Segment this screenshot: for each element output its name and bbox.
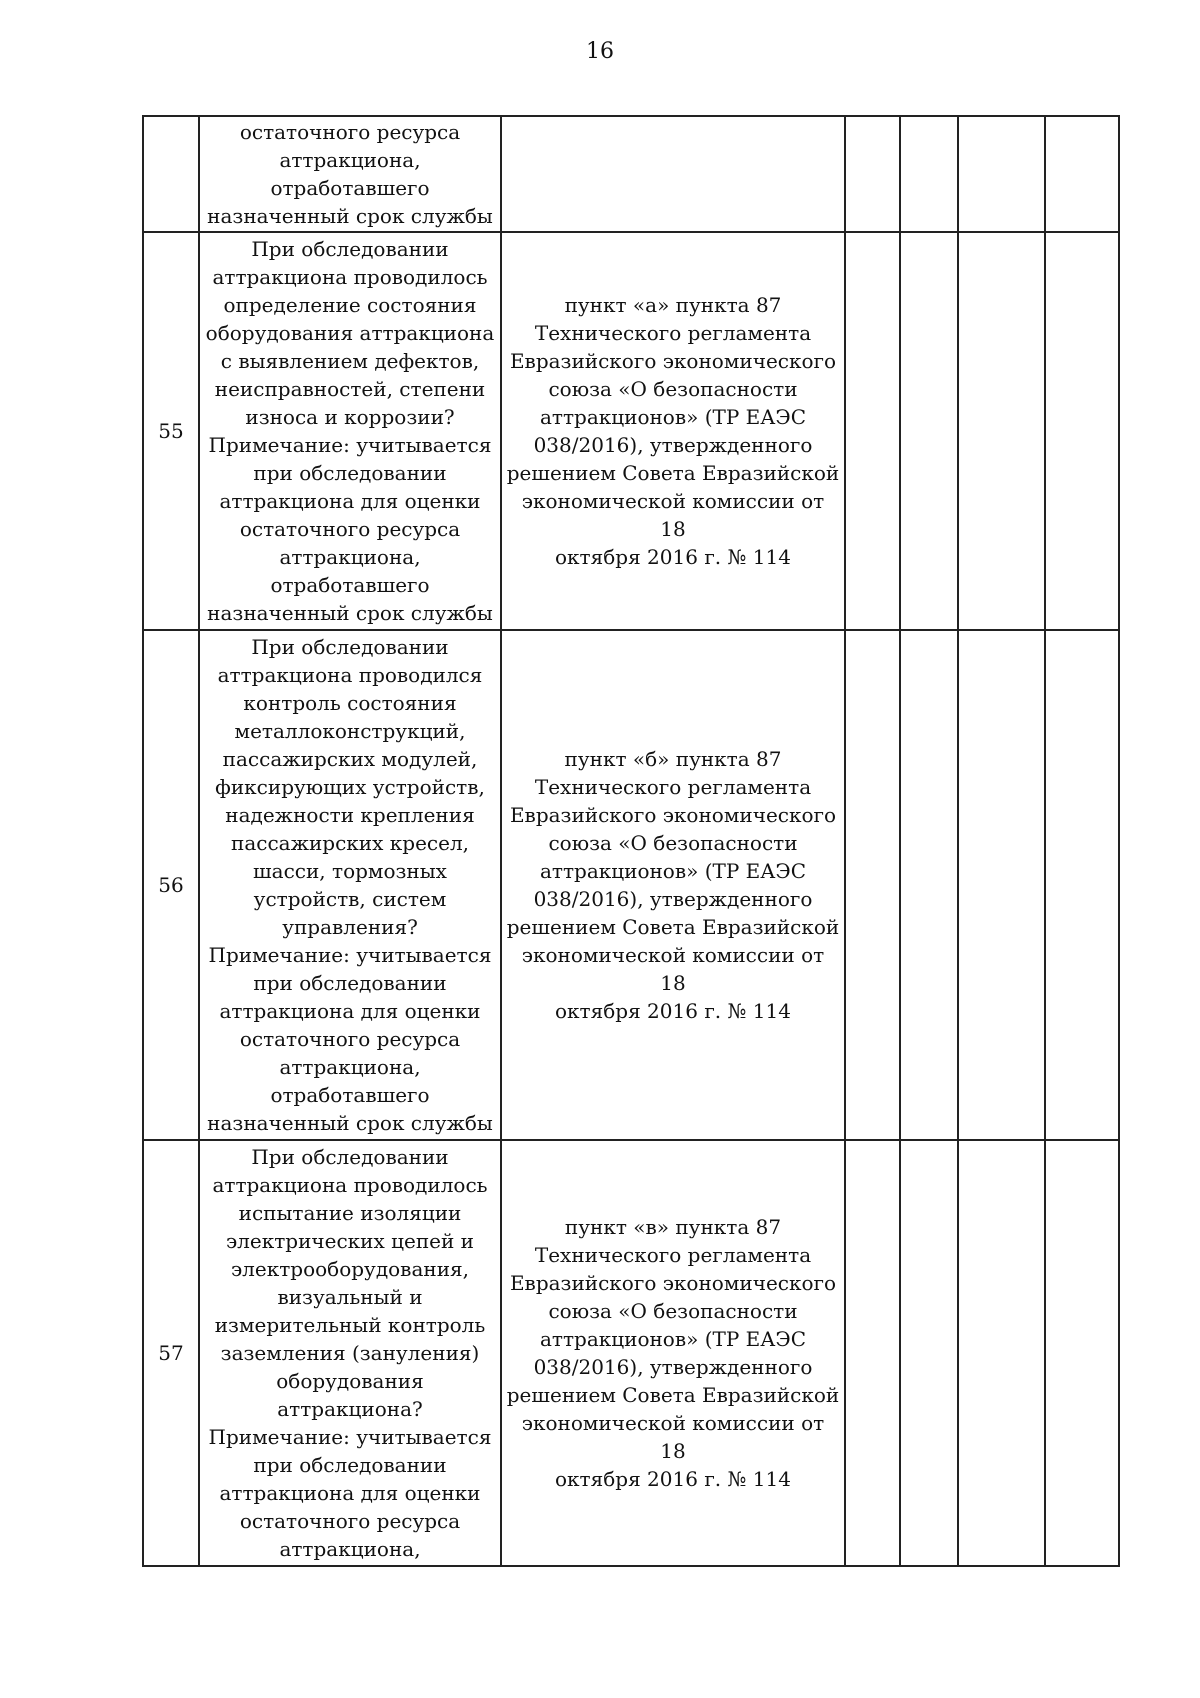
reference-cell (501, 232, 845, 630)
question-text: При обследовании аттракциона проводилось испытание изоляции электрических цепей и электрооборудования, визуальный и измерительный контроль заземления (зануления) оборудования аттракциона? Примечание: учитывается при обследовании аттракциона для оценки остаточного ресурса аттракциона, (208, 1145, 492, 1561)
table-row-57 (143, 1140, 1119, 1566)
answer-cell-not-applicable[interactable] (958, 630, 1045, 1140)
answer-cell-yes[interactable] (845, 1140, 900, 1566)
row-number: 55 (158, 419, 184, 443)
row-number-cell (143, 630, 199, 1140)
answer-cell-note[interactable] (1045, 630, 1119, 1140)
reference-cell (501, 630, 845, 1140)
row-number: 57 (158, 1341, 184, 1365)
table-row-55 (143, 232, 1119, 630)
answer-cell-note[interactable] (1045, 1140, 1119, 1566)
answer-cell-note[interactable] (1045, 232, 1119, 630)
question-text: При обследовании аттракциона проводилось определение состояния оборудования аттракциона с выявлением дефектов, неисправностей, степени износа и коррозии? Примечание: учитывается при обследовании аттракциона для оценки остаточного ресурса аттракциона, отработавшего назначенный срок службы (205, 237, 495, 625)
question-cell (199, 232, 501, 630)
answer-cell-not-applicable[interactable] (958, 116, 1045, 232)
table-row-continuation (143, 116, 1119, 232)
row-number-cell (143, 232, 199, 630)
question-text: остаточного ресурса аттракциона, отработавшего назначенный срок службы (207, 120, 493, 228)
reference-cell (501, 1140, 845, 1566)
answer-cell-not-applicable[interactable] (958, 232, 1045, 630)
table-row-56 (143, 630, 1119, 1140)
question-text: При обследовании аттракциона проводился контроль состояния металлоконструкций, пассажирских модулей, фиксирующих устройств, надежности крепления пассажирских кресел, шасси, тормозных устройств, систем управления? Примечание: учитывается при обследовании аттракциона для оценки остаточного ресурса аттракциона, отработавшего назначенный срок службы (207, 635, 493, 1135)
question-cell (199, 630, 501, 1140)
page-number: 16 (586, 39, 614, 64)
answer-cell-no[interactable] (900, 116, 958, 232)
answer-cell-yes[interactable] (845, 232, 900, 630)
answer-cell-yes[interactable] (845, 630, 900, 1140)
row-number: 56 (158, 873, 184, 897)
answer-cell-not-applicable[interactable] (958, 1140, 1045, 1566)
checklist-table (142, 115, 1120, 1567)
answer-cell-no[interactable] (900, 630, 958, 1140)
row-number-cell (143, 1140, 199, 1566)
question-cell (199, 116, 501, 232)
reference-text: пункт «б» пункта 87 Технического регламента Евразийского экономического союза «О безопасности аттракционов» (ТР ЕАЭС 038/2016), утвержденного решением Совета Евразийской экономической комиссии от 18 октября 2016 г. № 114 (506, 747, 840, 1023)
reference-cell (501, 116, 845, 232)
reference-text: пункт «а» пункта 87 Технического регламента Евразийского экономического союза «О безопасности аттракционов» (ТР ЕАЭС 038/2016), утвержденного решением Совета Евразийской экономической комиссии от 18 октября 2016 г. № 114 (506, 293, 840, 569)
question-cell (199, 1140, 501, 1566)
answer-cell-yes[interactable] (845, 116, 900, 232)
row-number-cell (143, 116, 199, 232)
answer-cell-note[interactable] (1045, 116, 1119, 232)
reference-text: пункт «в» пункта 87 Технического регламента Евразийского экономического союза «О безопасности аттракционов» (ТР ЕАЭС 038/2016), утвержденного решением Совета Евразийской экономической комиссии от 18 октября 2016 г. № 114 (506, 1215, 840, 1491)
answer-cell-no[interactable] (900, 232, 958, 630)
answer-cell-no[interactable] (900, 1140, 958, 1566)
